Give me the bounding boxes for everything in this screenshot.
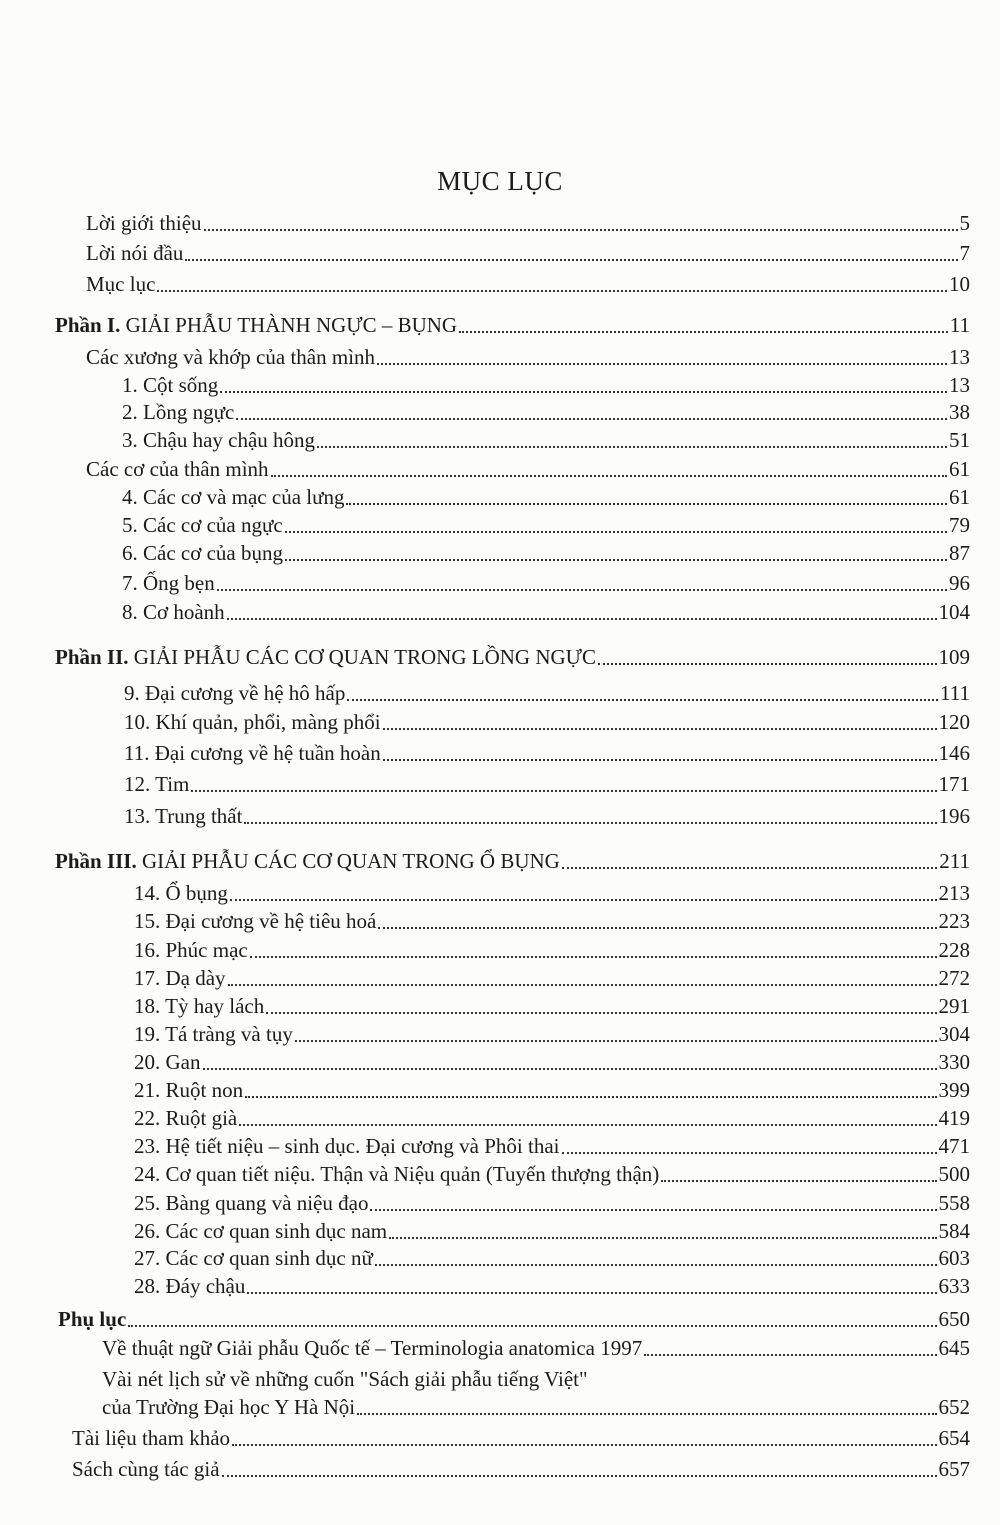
toc-page-number: 79 [949, 513, 970, 537]
toc-entry-label [124, 680, 345, 706]
toc-entry [134, 1190, 970, 1216]
toc-entry [134, 1218, 970, 1244]
toc-entry [124, 680, 970, 706]
toc-entry-text: GIẢI PHẪU CÁC CƠ QUAN TRONG Ổ BỤNG [136, 849, 560, 873]
dot-leader [157, 290, 947, 292]
toc-page-number: 61 [949, 457, 970, 481]
toc-entry-text: Các cơ của thân mình [86, 457, 269, 481]
toc-page-number: 650 [938, 1307, 970, 1331]
dot-leader [204, 229, 958, 231]
toc-entry-label [134, 1218, 387, 1244]
toc-page-number: 196 [938, 804, 970, 828]
toc-entry-label [122, 484, 344, 510]
toc-page-number: 645 [938, 1336, 970, 1360]
toc-page-number: 38 [949, 400, 970, 424]
dot-leader [357, 1413, 936, 1415]
toc-entry-text: 2. Lồng ngực [122, 400, 235, 424]
toc-entry [124, 709, 970, 735]
dot-leader [227, 618, 937, 620]
toc-entry [102, 1366, 970, 1392]
toc-page-number: 61 [949, 485, 970, 509]
dot-leader [644, 1354, 936, 1356]
toc-entry [122, 427, 970, 453]
toc-page-number: 120 [938, 710, 970, 734]
toc-entry-label [86, 344, 375, 370]
toc-entry-text: Vài nét lịch sử về những cuốn "Sách giải phẫu tiếng Việt" [102, 1367, 588, 1391]
toc-page-number: 11 [949, 313, 970, 337]
toc-page-number: 228 [938, 938, 970, 962]
toc-entry-text: 22. Ruột già [134, 1106, 238, 1130]
toc-entry-text: 1. Cột sống [122, 373, 219, 397]
dot-leader [220, 391, 947, 393]
dot-leader [370, 1209, 936, 1211]
dot-leader [228, 984, 937, 986]
toc-entry-text: 24. Cơ quan tiết niệu. Thận và Niệu quản (Tuyến thượng thận) [134, 1162, 660, 1186]
toc-entry [134, 1273, 970, 1299]
toc-page-number: 419 [938, 1106, 970, 1130]
dot-leader [375, 1264, 937, 1266]
toc-entry [124, 740, 970, 766]
toc-entry-text: Sách cùng tác giả [72, 1457, 220, 1481]
toc-entry [134, 1133, 970, 1159]
dot-leader [128, 1325, 936, 1327]
toc-entry-label [134, 1245, 373, 1271]
toc-entry-text: 19. Tá tràng và tụy [134, 1022, 293, 1046]
toc-entry-label [86, 240, 183, 266]
toc-entry-text: 28. Đáy chậu [134, 1274, 246, 1298]
toc-entry-label [124, 740, 381, 766]
toc-entry [86, 240, 970, 266]
dot-leader [203, 1068, 937, 1070]
dot-leader [317, 446, 947, 448]
toc-entry-label [134, 937, 248, 963]
toc-entry-label [58, 1306, 126, 1332]
toc-entry-text: 6. Các cơ của bụng [122, 541, 283, 565]
toc-entry-text: 11. Đại cương về hệ tuần hoàn [124, 741, 381, 765]
toc-page-number: 13 [949, 373, 970, 397]
toc-page-number: 584 [938, 1219, 970, 1243]
toc-entry [124, 771, 970, 797]
toc-entry-label [102, 1335, 642, 1361]
toc-entry-label [122, 427, 315, 453]
toc-entry-text: của Trường Đại học Y Hà Nội [102, 1395, 356, 1419]
toc-entry-label [134, 993, 264, 1019]
toc-entry [134, 1245, 970, 1271]
toc-entry [72, 1425, 970, 1451]
page-title: MỤC LỤC [437, 166, 563, 196]
toc-page-number: 304 [938, 1022, 970, 1046]
toc-section-prefix: Phần II. [55, 645, 129, 669]
toc-entry-text: Lời giới thiệu [86, 211, 202, 235]
toc-entry-text: 18. Tỳ hay lách [134, 994, 265, 1018]
toc-entry [86, 210, 970, 236]
toc-entry [134, 908, 970, 934]
toc-page-number: 291 [938, 994, 970, 1018]
toc-section-prefix: Phụ lục [58, 1307, 127, 1331]
toc-entry-label [122, 570, 215, 596]
toc-entry-text: 27. Các cơ quan sinh dục nữ [134, 1246, 373, 1270]
toc-entry [134, 1049, 970, 1075]
toc-entry-label [86, 456, 269, 482]
toc-entry-label [134, 1105, 237, 1131]
toc-entry-text: 9. Đại cương về hệ hô hấp [124, 681, 346, 705]
toc-page-number: 223 [938, 909, 970, 933]
dot-leader [383, 759, 937, 761]
toc-entry [134, 880, 970, 906]
toc-entry [102, 1335, 970, 1361]
toc-page-number: 111 [940, 681, 970, 705]
toc-entry [122, 399, 970, 425]
toc-page-number: 171 [938, 772, 970, 796]
toc-entry-text: 7. Ống bẹn [122, 571, 215, 595]
toc-entry [134, 993, 970, 1019]
toc-entry-label [134, 908, 376, 934]
toc-entry [58, 1306, 970, 1332]
dot-leader [222, 1475, 937, 1477]
toc-entry-text: 3. Chậu hay chậu hông [122, 428, 316, 452]
dot-leader [271, 475, 947, 477]
dot-leader [232, 1444, 936, 1446]
toc-entry [134, 937, 970, 963]
toc-page-number: 558 [938, 1191, 970, 1215]
toc-entry [102, 1394, 970, 1420]
toc-entry-text: Tài liệu tham khảo [72, 1426, 231, 1450]
toc-entry [86, 271, 970, 297]
toc-entry [72, 1456, 970, 1482]
toc-entry [55, 644, 970, 670]
toc-page-number: 654 [938, 1426, 970, 1450]
dot-leader [245, 1096, 936, 1098]
toc-entry-text: Lời nói đầu [86, 241, 184, 265]
dot-leader [389, 1237, 936, 1239]
toc-entry-label [72, 1456, 220, 1482]
toc-entry-label [122, 540, 283, 566]
toc-entry-label [134, 965, 226, 991]
toc-entry-label [124, 771, 189, 797]
toc-entry [134, 1161, 970, 1187]
toc-entry-label [86, 271, 155, 297]
dot-leader [562, 867, 937, 869]
dot-leader [377, 363, 947, 365]
toc-entry-text: 5. Các cơ của ngực [122, 513, 283, 537]
dot-leader [661, 1180, 936, 1182]
dot-leader [347, 699, 938, 701]
toc-entry-label [134, 1161, 659, 1187]
toc-page-number: 500 [938, 1162, 970, 1186]
dot-leader [185, 259, 957, 261]
toc-entry-label [102, 1366, 588, 1392]
dot-leader [285, 559, 947, 561]
toc-page-number: 603 [938, 1246, 970, 1270]
dot-leader [191, 790, 936, 792]
toc-page-number: 104 [938, 600, 970, 624]
toc-entry-text: 17. Dạ dày [134, 966, 226, 990]
toc-entry-label [122, 399, 234, 425]
toc-entry [122, 540, 970, 566]
toc-entry [134, 1021, 970, 1047]
dot-leader [459, 331, 948, 333]
toc-entry-text: 13. Trung thất [124, 804, 243, 828]
toc-entry-text: GIẢI PHẪU CÁC CƠ QUAN TRONG LỒNG NGỰC [128, 645, 596, 669]
toc-entry [55, 312, 970, 338]
toc-page-number: 399 [938, 1078, 970, 1102]
dot-leader [378, 927, 936, 929]
toc-entry-label [55, 644, 596, 670]
toc-page-number: 633 [938, 1274, 970, 1298]
toc-entry-text: 16. Phúc mạc [134, 938, 248, 962]
toc-entry [122, 512, 970, 538]
toc-entry-text: Mục lục [86, 272, 156, 296]
dot-leader [239, 1124, 936, 1126]
toc-page-number: 471 [938, 1134, 970, 1158]
toc-entry-label [124, 709, 381, 735]
toc-page-number: 109 [938, 645, 970, 669]
dot-leader [230, 899, 937, 901]
toc-entry-label [122, 372, 218, 398]
toc-entry-label [134, 880, 228, 906]
toc-section-prefix: Phần III. [55, 849, 137, 873]
toc-entry [122, 599, 970, 625]
toc-entry-text: 26. Các cơ quan sinh dục nam [134, 1219, 388, 1243]
toc-page-number: 657 [938, 1457, 970, 1481]
toc-page-number: 652 [938, 1395, 970, 1419]
toc-page-number: 10 [949, 272, 970, 296]
toc-entry [122, 570, 970, 596]
toc-entry-text: 10. Khí quản, phổi, màng phổi [124, 710, 381, 734]
toc-page-number: 7 [959, 241, 970, 265]
toc-entry-label [72, 1425, 230, 1451]
dot-leader [295, 1040, 937, 1042]
toc-entry-label [55, 848, 560, 874]
dot-leader [250, 956, 937, 958]
toc-page-number: 272 [938, 966, 970, 990]
toc-entry-label [134, 1273, 245, 1299]
dot-leader [247, 1292, 936, 1294]
toc-entry-label [122, 512, 283, 538]
toc-entry-text: Về thuật ngữ Giải phẫu Quốc tế – Terminologia anatomica 1997 [102, 1336, 643, 1360]
toc-entry-text: GIẢI PHẪU THÀNH NGỰC – BỤNG [120, 313, 458, 337]
toc-entry-label [134, 1049, 201, 1075]
toc-entry [55, 848, 970, 874]
dot-leader [598, 663, 937, 665]
toc-page-number: 146 [938, 741, 970, 765]
toc-entry-label [55, 312, 457, 338]
toc-entry-text: 20. Gan [134, 1050, 201, 1074]
toc-entry-label [102, 1394, 355, 1420]
toc-entry [134, 965, 970, 991]
toc-page-number: 5 [959, 211, 970, 235]
toc-page-number: 211 [939, 849, 970, 873]
dot-leader [217, 589, 947, 591]
toc-entry [122, 484, 970, 510]
toc-entry-text: 12. Tim [124, 772, 190, 796]
toc-entry-text: 4. Các cơ và mạc của lưng [122, 485, 345, 509]
toc-page-number: 96 [949, 571, 970, 595]
toc-entry-text: 8. Cơ hoành [122, 600, 225, 624]
dot-leader [285, 531, 947, 533]
dot-leader [266, 1012, 936, 1014]
toc-entry-label [134, 1133, 560, 1159]
toc-entry [134, 1077, 970, 1103]
toc-entry-label [134, 1190, 368, 1216]
toc-section-prefix: Phần I. [55, 313, 121, 337]
toc-entry [86, 456, 970, 482]
toc-entry-label [124, 803, 242, 829]
dot-leader [346, 503, 947, 505]
toc-page-number: 13 [949, 345, 970, 369]
toc-entry [86, 344, 970, 370]
toc-entry-label [134, 1077, 243, 1103]
toc-entry [122, 372, 970, 398]
toc-entry-label [122, 599, 225, 625]
toc-entry-label [134, 1021, 293, 1047]
dot-leader [236, 418, 947, 420]
toc-entry-label [86, 210, 202, 236]
dot-leader [562, 1152, 937, 1154]
dot-leader [383, 728, 937, 730]
toc-entry-text: 21. Ruột non [134, 1078, 244, 1102]
toc-page-number: 87 [949, 541, 970, 565]
toc-page-number: 330 [938, 1050, 970, 1074]
toc-entry-text: 14. Ổ bụng [134, 881, 228, 905]
toc-entry-text: 15. Đại cương về hệ tiêu hoá [134, 909, 377, 933]
toc-entry-text: 25. Bàng quang và niệu đạo [134, 1191, 369, 1215]
toc-page-number: 51 [949, 428, 970, 452]
toc-entry [124, 803, 970, 829]
toc-entry-text: Các xương và khớp của thân mình [86, 345, 376, 369]
dot-leader [244, 822, 936, 824]
toc-page-number: 213 [938, 881, 970, 905]
toc-entry [134, 1105, 970, 1131]
toc-entry-text: 23. Hệ tiết niệu – sinh dục. Đại cương và Phôi thai [134, 1134, 560, 1158]
